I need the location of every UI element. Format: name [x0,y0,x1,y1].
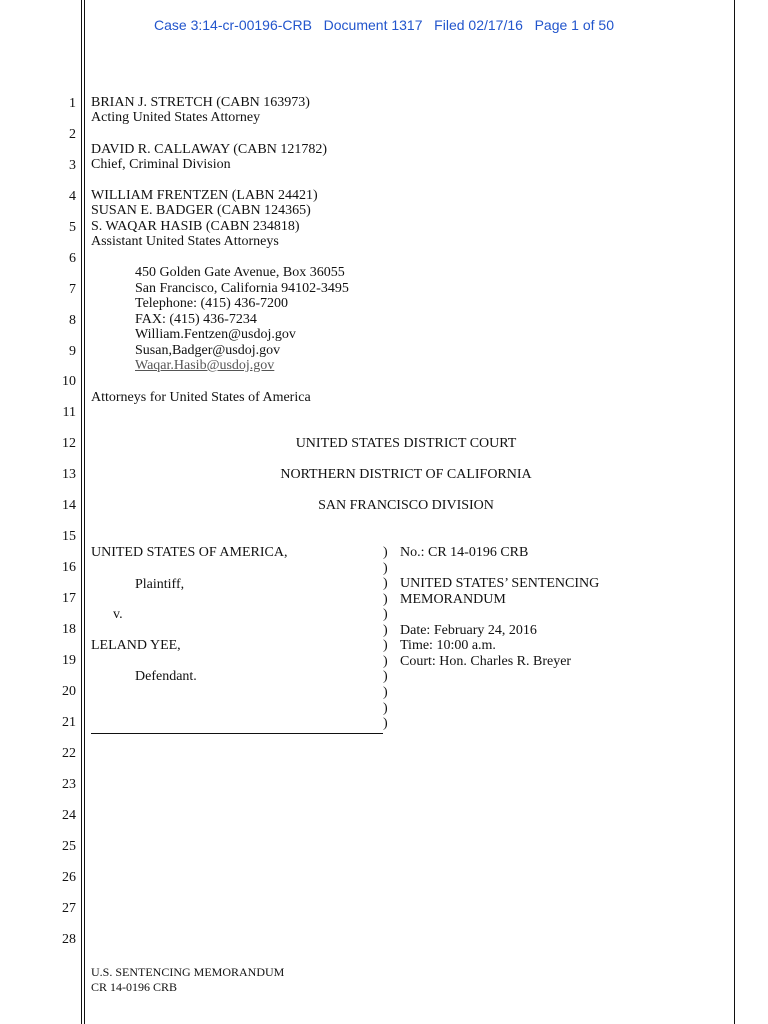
line-number: 5 [69,220,76,235]
line-number: 11 [62,405,76,420]
address-line-2: San Francisco, California 94102-3495 [135,281,349,296]
line-number: 15 [62,529,76,544]
court-division: SAN FRANCISCO DIVISION [318,498,494,513]
court-name: UNITED STATES DISTRICT COURT [295,436,517,451]
line-number: 28 [62,932,76,947]
versus: v. [113,607,123,622]
caption-underline [91,733,383,734]
line-number: 17 [62,591,76,606]
line-number: 23 [62,777,76,792]
plaintiff-name: UNITED STATES OF AMERICA, [91,545,288,560]
left-margin-rule [81,0,82,1024]
footer-case-number: CR 14-0196 CRB [91,980,178,994]
line-number: 19 [62,653,76,668]
line-number: 6 [69,251,76,266]
assistant-attorneys-title: Assistant United States Attorneys [91,234,279,249]
line-number: 21 [62,715,76,730]
caption-paren: ) [383,591,388,607]
caption-paren: ) [383,622,388,638]
attorney-stretch-title: Acting United States Attorney [91,110,261,125]
header-page-count: Page 1 of 50 [534,17,614,33]
line-number: 18 [62,622,76,637]
line-number: 22 [62,746,76,761]
caption-paren: ) [383,669,388,685]
attorneys-for-line: Attorneys for United States of America [91,390,311,405]
caption-paren: ) [383,700,388,716]
line-number: 9 [69,344,76,359]
line-number: 27 [62,901,76,916]
court-district: NORTHERN DISTRICT OF CALIFORNIA [280,467,532,482]
footer-title: U.S. SENTENCING MEMORANDUM [91,965,285,979]
attorney-frentzen-name: WILLIAM FRENTZEN (LABN 24421) [91,188,318,203]
email-frentzen: William.Fentzen@usdoj.gov [135,327,296,342]
caption-paren: ) [383,545,388,560]
line-number: 14 [62,498,76,513]
ecf-header [0,17,768,33]
right-margin-rule [734,0,735,1024]
line-number: 3 [69,158,76,173]
attorney-callaway-title: Chief, Criminal Division [91,157,231,172]
email-hasib-link[interactable]: Waqar.Hasib@usdoj.gov [135,358,275,373]
line-number: 12 [62,436,76,451]
line-number: 20 [62,684,76,699]
caption-paren: ) [383,638,388,654]
defendant-role: Defendant. [135,669,197,684]
caption-paren: ) [383,607,388,623]
line-number: 10 [62,374,76,389]
header-document-number: Document 1317 [323,17,423,33]
document-title-line-2: MEMORANDUM [400,592,506,607]
caption-paren: ) [383,716,388,732]
caption-paren: ) [383,653,388,669]
attorney-badger-name: SUSAN E. BADGER (CABN 124365) [91,203,311,218]
line-number: 4 [69,189,76,204]
line-number: 2 [69,127,76,142]
case-number: No.: CR 14-0196 CRB [400,545,529,560]
line-number: 13 [62,467,76,482]
telephone: Telephone: (415) 436-7200 [135,296,288,311]
line-number: 7 [69,282,76,297]
header-case-number: Case 3:14-cr-00196-CRB [154,17,312,33]
attorney-stretch-name: BRIAN J. STRETCH (CABN 163973) [91,95,310,110]
hearing-date: Date: February 24, 2016 [400,623,537,638]
attorney-hasib-name: S. WAQAR HASIB (CABN 234818) [91,219,300,234]
address-line-1: 450 Golden Gate Avenue, Box 36055 [135,265,345,280]
document-title-line-1: UNITED STATES’ SENTENCING [400,576,600,591]
hearing-time: Time: 10:00 a.m. [400,638,496,653]
attorney-callaway-name: DAVID R. CALLAWAY (CABN 121782) [91,142,327,157]
line-number: 8 [69,313,76,328]
line-number: 25 [62,839,76,854]
line-number: 26 [62,870,76,885]
caption-paren: ) [383,684,388,700]
left-margin-rule-inner [84,0,85,1024]
defendant-name: LELAND YEE, [91,638,181,653]
line-number: 1 [69,96,76,111]
fax: FAX: (415) 436-7234 [135,312,257,327]
plaintiff-role: Plaintiff, [135,577,185,592]
header-filed-date: Filed 02/17/16 [434,17,523,33]
email-badger: Susan,Badger@usdoj.gov [135,343,281,358]
caption-paren: ) [383,560,388,576]
line-number: 24 [62,808,76,823]
caption-paren: ) [383,576,388,592]
line-number: 16 [62,560,76,575]
hearing-court: Court: Hon. Charles R. Breyer [400,654,572,669]
